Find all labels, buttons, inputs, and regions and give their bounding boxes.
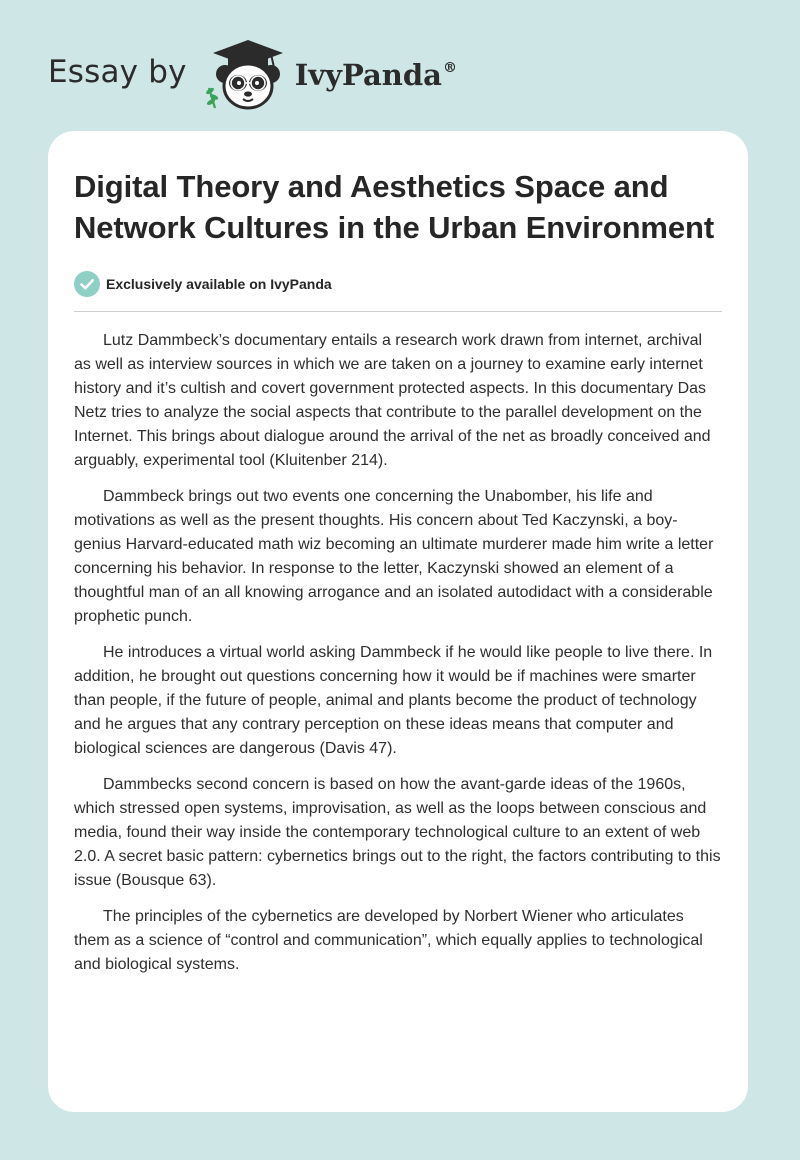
check-circle-icon: [74, 271, 100, 297]
paragraph: He introduces a virtual world asking Dammbeck if he would like people to live there. In addition, he brought out questions concerning how it would be if machines were smarter than people, if the future of people, animal and plants become the product of technology and he argues that any contrary perception on these ideas means that computer and biological sciences are dangerous (Davis 47).: [74, 644, 713, 757]
essay-title: Digital Theory and Aesthetics Space and Network Cultures in the Urban Environment: [74, 169, 715, 245]
title-divider: [74, 311, 722, 312]
paragraph: Dammbecks second concern is based on how the avant-garde ideas of the 1960s, which stressed open systems, improvisation, as well as the loops between conscious and media, found their way inside the contemporary technological culture to an extent of web 2.0. A secret basic pattern: cybernetics brings out to the right, the factors contributing to this issue (Bousque 63).: [74, 776, 721, 889]
availability-row: [74, 271, 722, 297]
brand-name[interactable]: IvyPanda®: [294, 58, 457, 92]
site-header: [48, 36, 457, 112]
essay-card: [48, 131, 748, 1112]
paragraph: Dammbeck brings out two events one concerning the Unabomber, his life and motivations as well as the present thoughts. His concern about Ted Kaczynski, a boy-genius Harvard-educated math wiz becoming an ultimate murderer made him write a letter concerning his behavior. In response to the letter, Kaczynski showed an element of a thoughtful man of an all knowing arrogance and an isolated autodidact with a considerable prophetic punch.: [74, 488, 714, 625]
essay-body: [74, 329, 722, 977]
brand-prefix: Essay by: [48, 54, 187, 90]
availability-label: Exclusively available on IvyPanda: [106, 276, 332, 292]
panda-graduation-cap-logo-icon[interactable]: [203, 36, 293, 112]
paragraph: Lutz Dammbeck’s documentary entails a research work drawn from internet, archival as well as interview sources in which we are taken on a journey to examine early internet history and it’s cultish and covert government protected aspects. In this documentary Das Netz tries to analyze the social aspects that contribute to the parallel development on the Internet. This brings about dialogue around the arrival of the net as broadly conceived and arguably, experimental tool (Kluitenber 214).: [74, 332, 711, 469]
paragraph: The principles of the cybernetics are developed by Norbert Wiener who articulates them as a science of “control and communication”, which equally applies to technological and biological systems.: [74, 908, 703, 973]
registered-mark: ®: [442, 60, 457, 76]
